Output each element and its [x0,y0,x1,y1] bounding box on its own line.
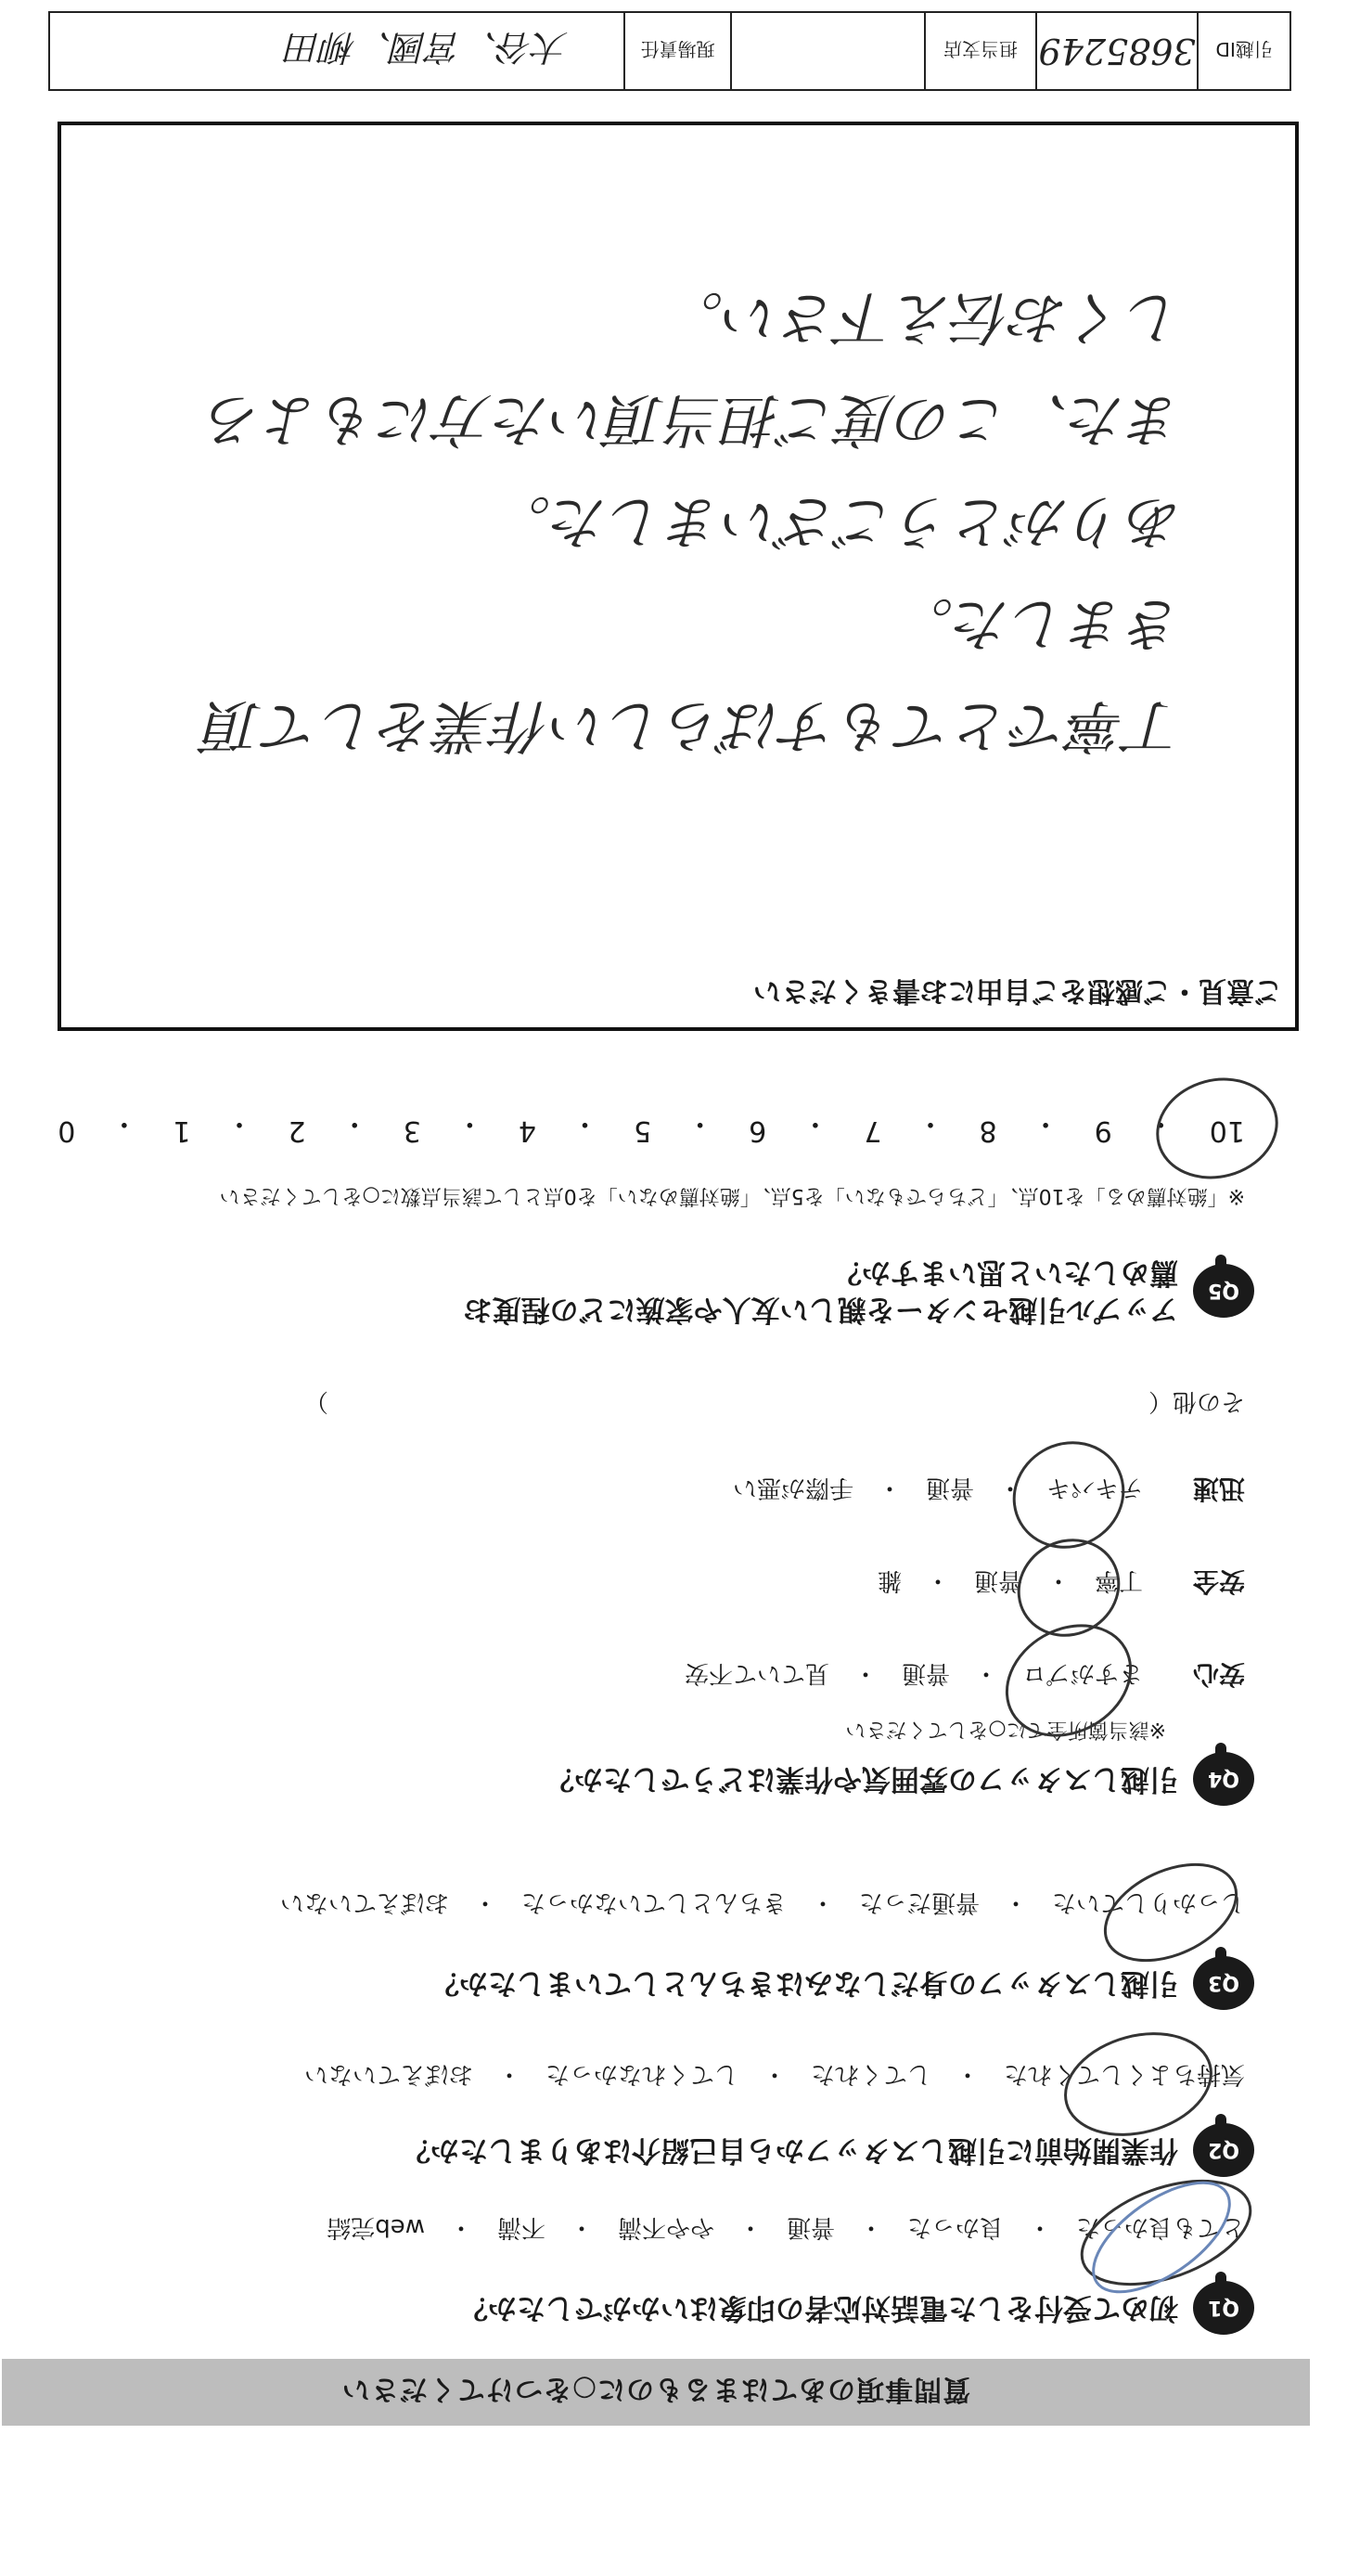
q5-note: ※「絶対薦める」を10点、「どちらでもない」を5点、「絶対薦めない」を0点として該当点数に○をしてください [219,1184,1245,1207]
q4-text: 引越しスタッフの雰囲気や作業はどうでしたか？ [545,1762,1178,1796]
id-label: 引越ID [1197,13,1289,89]
leader-label: 現場責任 [623,13,730,89]
circle-q3 [1090,1846,1251,1980]
score-5[interactable]: 5 [634,1114,652,1147]
score-2[interactable]: 2 [288,1114,306,1147]
comment-label: ご意見・ご感想をご自由にお書きください [753,974,1282,1007]
q4-row-anshin-label: 安心 [1192,1659,1245,1690]
q2-text: 作業開始前に引越しスタッフから自己紹介はありましたか？ [402,2133,1178,2167]
q1-badge: Q1 [1193,2281,1254,2335]
q4-row-jinsoku-options[interactable]: テキパキ ・ 普通 ・ 手際が悪い [732,1474,1143,1501]
q2-badge: Q2 [1193,2123,1254,2177]
q2-options[interactable]: 気持ちよくしてくれた ・ してくれた ・ してくれなかった ・ おぼえていない [303,2060,1245,2088]
circle-q4-anshin [987,1604,1150,1757]
q4-row-anzen-label: 安全 [1192,1566,1245,1597]
score-scale: 10 ・ 9 ・ 8 ・ 7 ・ 6 ・ 5 ・ 4 ・ 3 ・ 2 ・ 1 ・ 0 [58,1107,1245,1147]
circle-q5-score [1147,1066,1288,1191]
q5-text: アップル引越センターを親しい友人や家族にどの程度お薦めしたいと思いますか？ [463,1256,1178,1326]
score-9[interactable]: 9 [1094,1114,1112,1147]
staff-value: 大谷、宮國、柳田 [286,27,569,69]
id-value: 3685249 [1035,13,1197,89]
score-7[interactable]: 7 [864,1114,882,1147]
q4-row-anshin-options[interactable]: さすがプロ ・ 普通 ・ 見ていて不安 [684,1659,1143,1687]
instruction-text: 質問事項のあてはまるものに○をつけてください [340,2373,971,2405]
q1-text: 初めて受付をした電話対応者の印象はいかがでしたか？ [459,2291,1178,2325]
score-8[interactable]: 8 [979,1114,997,1147]
q4-note: ※該当箇所全てに○をしてください [845,1718,1166,1741]
circle-q4-anzen [1001,1522,1135,1654]
q1-options[interactable]: とても良かった ・ 良かった ・ 普通 ・ やや不満 ・ 不満 ・ web完結 [327,2213,1245,2241]
score-4[interactable]: 4 [518,1114,536,1147]
branch-label: 担当支店 [924,13,1035,89]
score-3[interactable]: 3 [403,1114,421,1147]
q4-other[interactable]: その他（ ） [303,1387,1245,1415]
q4-row-jinsoku-label: 迅速 [1192,1474,1245,1504]
circle-q2 [1054,2018,1222,2150]
q4-row-anzen-options[interactable]: 丁寧 ・ 普通 ・ 雑 [877,1566,1143,1594]
q3-badge: Q3 [1193,1956,1254,2010]
score-0[interactable]: 0 [58,1114,76,1147]
handwritten-comment: 丁寧でとてもすばらしい作業をして頂きました。 ありがとうございました。 また、この度ご担当頂いた方にもよろしくお伝え下さい。 [205,284,1184,760]
q3-options[interactable]: しっかりしていた ・ 普通だった ・ きちんとしていなかった ・ おぼえていない [279,1888,1245,1916]
score-6[interactable]: 6 [749,1114,767,1147]
score-10[interactable]: 10 [1209,1114,1245,1147]
q3-text: 引越しスタッフの身だしなみはきちんとしていましたか？ [430,1966,1178,2000]
circle-q4-jinsoku [995,1423,1143,1566]
q5-badge: Q5 [1193,1264,1254,1318]
q4-badge: Q4 [1193,1752,1254,1806]
score-1[interactable]: 1 [173,1114,191,1147]
